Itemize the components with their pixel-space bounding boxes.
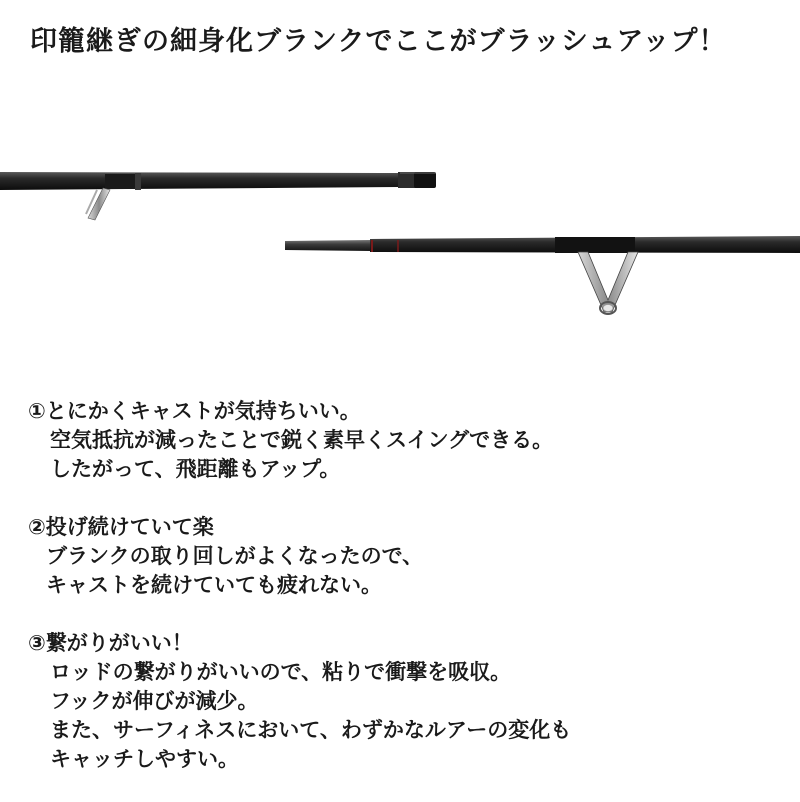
feature-title: ①とにかくキャストが気持ちいい。: [28, 399, 361, 423]
feature-line: また、サーフィネスにおいて、わずかなルアーの変化も: [50, 718, 572, 742]
rod-butt-section-icon: [0, 172, 436, 220]
feature-line: キャッチしやすい。: [50, 747, 239, 771]
feature-item: [28, 396, 788, 484]
feature-item: [28, 628, 788, 774]
feature-line: したがって、飛距離もアップ。: [50, 457, 341, 481]
headline: 印籠継ぎの細身化ブランクでここがブラッシュアップ！: [30, 26, 727, 57]
feature-line: ブランクの取り回しがよくなったので、: [46, 544, 424, 568]
rod-joint-illustration: [0, 140, 800, 340]
feature-line: 空気抵抗が減ったことで鋭く素早くスイングできる。: [50, 428, 554, 452]
feature-line: フックが伸びが減少。: [50, 689, 259, 713]
feature-list: [28, 396, 788, 802]
feature-line: キャストを続けていても疲れない。: [46, 573, 382, 597]
feature-line: ロッドの繋がりがいいので、粘りで衝撃を吸収。: [50, 660, 512, 684]
feature-title: ③繋がりがいい！: [28, 631, 193, 655]
feature-item: [28, 512, 788, 600]
feature-title: ②投げ続けていて楽: [28, 515, 214, 539]
rod-tip-section-with-guide-icon: [285, 236, 800, 314]
